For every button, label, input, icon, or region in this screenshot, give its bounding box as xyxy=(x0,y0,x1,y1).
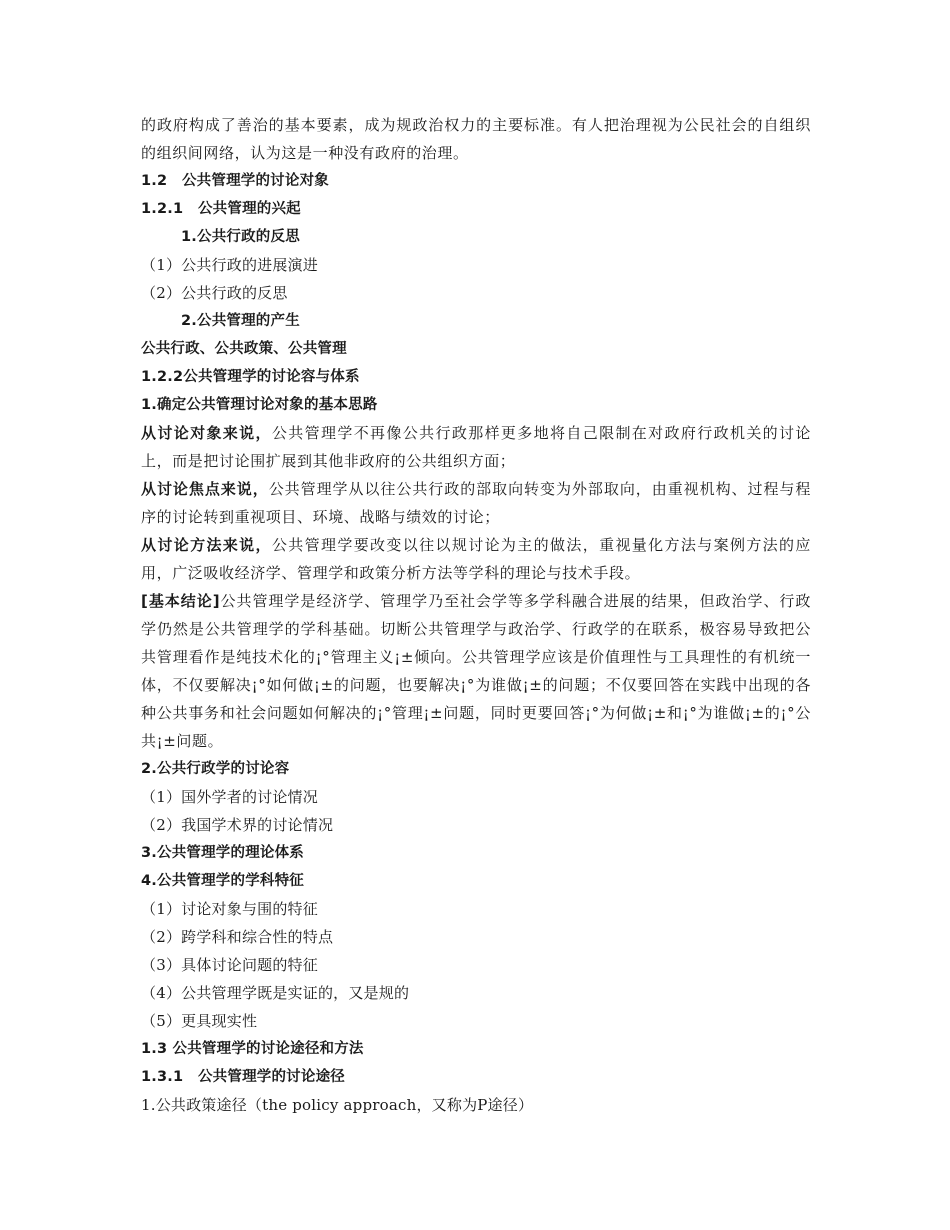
sub-heading-reflection: 1.公共行政的反思 xyxy=(181,229,300,245)
point-focus-paragraph xyxy=(141,475,811,531)
list-item: （1）国外学者的讨论情况 xyxy=(141,788,318,806)
heading-1-3: 1.3 公共管理学的讨论途径和方法 xyxy=(141,1041,364,1057)
basic-idea-heading: 1.确定公共管理讨论对象的基本思路 xyxy=(141,397,378,413)
list-item: （5）更具现实性 xyxy=(141,1012,258,1030)
list-item: （1）讨论对象与围的特征 xyxy=(141,900,318,918)
list-item: （4）公共管理学既是实证的，又是规的 xyxy=(141,984,410,1002)
heading-1-2: 1.2 公共管理学的讨论对象 xyxy=(141,173,329,189)
sub-heading-emergence: 2.公共管理的产生 xyxy=(181,313,300,329)
list-item: （1）公共行政的进展演进 xyxy=(141,256,318,274)
intro-paragraph: 的政府构成了善治的基本要素，成为规政治权力的主要标准。有人把治理视为公民社会的自组织的组织间网络，认为这是一种没有政府的治理。 xyxy=(141,116,811,162)
list-item: （3）具体讨论问题的特征 xyxy=(141,956,318,974)
heading-1-2-1: 1.2.1 公共管理的兴起 xyxy=(141,201,301,217)
heading-1-2-2: 1.2.2公共管理学的讨论容与体系 xyxy=(141,369,360,385)
heading-features: 4.公共管理学的学科特征 xyxy=(141,873,304,889)
heading-1-3-1: 1.3.1 公共管理学的讨论途径 xyxy=(141,1069,345,1085)
conclusion-paragraph xyxy=(141,587,811,755)
point-object-text: 公共管理学不再像公共行政那样更多地将自己限制在对政府行政机关的讨论上，而是把讨论围扩展到其他非政府的公共组织方面； xyxy=(141,424,811,470)
list-item: （2）公共行政的反思 xyxy=(141,284,288,302)
point-method-paragraph xyxy=(141,531,811,587)
point-object-paragraph xyxy=(141,419,811,475)
point-object-lead: 从讨论对象来说， xyxy=(141,424,272,442)
list-item: （2）我国学术界的讨论情况 xyxy=(141,816,334,834)
list-item: （2）跨学科和综合性的特点 xyxy=(141,928,334,946)
point-method-text: 公共管理学要改变以往以规讨论为主的做法，重视量化方法与案例方法的应用，广泛吸收经济学、管理学和政策分析方法等学科的理论与技术手段。 xyxy=(141,536,811,582)
conclusion-text: 公共管理学是经济学、管理学乃至社会学等多学科融合进展的结果，但政治学、行政学仍然是公共管理学的学科基础。切断公共管理学与政治学、行政学的在联系，极容易导致把公共管理看作是纯技术化的¡°管理主义¡±倾向。公共管理学应该是价值理性与工具理性的有机统一体，不仅要解决¡°如何做¡±的问题，也要解决¡°为谁做¡±的问题；不仅要回答在实践中出现的各种公共事务和社会问题如何解决的¡°管理¡±问题，同时更要回答¡°为何做¡±和¡°为谁做¡±的¡°公共¡±问题。 xyxy=(141,592,811,750)
conclusion-lead: [基本结论] xyxy=(141,592,221,610)
approach-item: 1.公共政策途径（the policy approach，又称为P途径） xyxy=(141,1096,534,1114)
sub-heading-text: 公共行政、公共政策、公共管理 xyxy=(141,341,347,357)
point-focus-text: 公共管理学从以往公共行政的部取向转变为外部取向，由重视机构、过程与程序的讨论转到重视项目、环境、战略与绩效的讨论； xyxy=(141,480,811,526)
point-method-lead: 从讨论方法来说， xyxy=(141,536,272,554)
document-page xyxy=(141,111,811,1119)
heading-theory: 3.公共管理学的理论体系 xyxy=(141,845,304,861)
point-focus-lead: 从讨论焦点来说， xyxy=(141,480,269,498)
heading-content: 2.公共行政学的讨论容 xyxy=(141,761,290,777)
